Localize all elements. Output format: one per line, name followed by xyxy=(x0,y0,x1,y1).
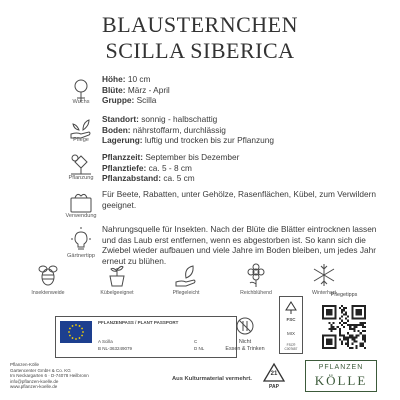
qr-code[interactable] xyxy=(322,305,366,349)
title-line1: BLAUSTERNCHEN xyxy=(102,12,298,37)
plant-passport xyxy=(55,316,237,358)
flower-icon xyxy=(243,262,269,288)
badge-label: Insektenweide xyxy=(31,290,65,296)
caption-verwendung: Verwendung xyxy=(65,213,97,219)
fsc-logo xyxy=(279,296,303,354)
pflanzung-info: Pflanzzeit: September bis Dezember Pflanztiefe: ca. 5 - 8 cm Pflanzabstand: ca. 5 cm xyxy=(102,152,240,184)
qr-caption: Pflegetipps xyxy=(330,292,358,298)
title-line2: SCILLA SIBERICA xyxy=(105,38,295,63)
eu-star xyxy=(68,331,70,333)
caption-wuchs: Wuchs xyxy=(72,99,90,105)
brand-logo xyxy=(305,360,377,392)
fsc-mix: MIX xyxy=(286,331,295,336)
eu-star xyxy=(72,337,74,339)
eu-star xyxy=(81,328,83,330)
brand-line1: PFLANZEN xyxy=(318,364,364,371)
recycle-number: 21 xyxy=(270,371,278,377)
badge-label: Winterhart xyxy=(312,290,336,296)
caption-pflanzung: Pflanzung xyxy=(68,175,94,181)
snowflake-icon xyxy=(311,262,337,288)
badge-label: Kübelgeeignet xyxy=(100,290,134,296)
passport-header: PFLANZENPASS / PLANT PASSPORT xyxy=(98,320,179,325)
eu-star xyxy=(75,338,77,340)
eu-star xyxy=(75,324,77,326)
lightbulb-icon xyxy=(67,226,95,254)
badge-label: Reichblühend xyxy=(240,290,272,296)
recycle-code: PAP xyxy=(269,384,279,390)
eu-star xyxy=(81,335,83,337)
gaertnertipp-text: Nahrungsquelle für Insekten. Nach der Blüte die Blätter eintrocknen lassen und das Laub erst entfernen, wenn es abgestorben ist. So kann sich die Zwiebel wieder aufbauen und viele Jahre im Boden bleiben, um jedes Jahr erneut zu blühen. xyxy=(102,224,377,266)
eu-star xyxy=(79,337,81,339)
eu-flag-icon xyxy=(60,321,92,343)
eu-star xyxy=(69,328,71,330)
culture-note: Aus Kulturmaterial vermehrt. xyxy=(172,376,252,382)
passport-b: B NL-363249079 xyxy=(98,346,133,351)
verwendung-text: Für Beete, Rabatten, unter Gehölze, Rasenflächen, Kübel, zum Verwildern geeignet. xyxy=(102,189,376,210)
caption-gaertnertipp: Gärtnertipp xyxy=(67,253,95,259)
fsc-code: FSC® C007657 xyxy=(284,343,298,351)
recycle-icon xyxy=(262,362,286,390)
company-info: Pflanzen-Kölle Gartencenter GmbH & Co. KG Im Neckargarten 6 · D-74078 Heilbronn info@pflanzen-koelle.de www.pflanzen-koelle.de xyxy=(10,362,89,390)
no-eating-icon xyxy=(235,316,255,336)
brand-line2: KÖLLE xyxy=(314,373,368,388)
fsc-label: FSC xyxy=(286,317,296,322)
badge-label: Pflegeleicht xyxy=(172,290,200,296)
pot-icon xyxy=(104,262,130,288)
eu-star xyxy=(69,335,71,337)
bee-icon xyxy=(35,262,61,288)
pflege-info: Standort: sonnig - halbschattig Boden: nährstoffarm, durchlässig Lagerung: luftig und trocken bis zur Pflanzung xyxy=(102,114,275,146)
tree-icon xyxy=(284,301,298,315)
not-edible-label: Nicht Essen & Trinken xyxy=(225,339,265,352)
eu-star xyxy=(72,325,74,327)
eu-star xyxy=(79,325,81,327)
leaf-hand-icon xyxy=(173,262,199,288)
passport-d: D NL xyxy=(194,346,205,351)
passport-c: C xyxy=(194,339,198,344)
passport-a: A Scilla xyxy=(98,339,113,344)
wuchs-info: Höhe: 10 cm Blüte: März - April Gruppe: Scilla xyxy=(102,74,170,106)
eu-star xyxy=(82,331,84,333)
caption-pflege: Pflege xyxy=(73,137,89,143)
